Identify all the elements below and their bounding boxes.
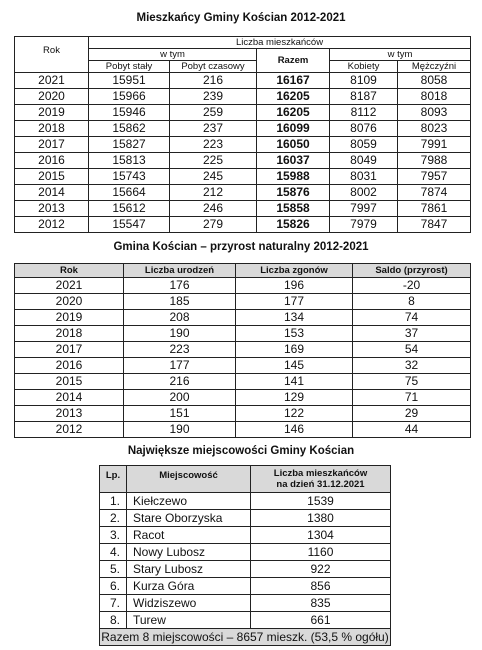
cell-deaths: 129: [236, 390, 353, 406]
cell-balance: 54: [353, 342, 471, 358]
cell-mezczyzni: 7874: [398, 185, 471, 201]
cell-razem: 16037: [257, 153, 330, 169]
cell-population: 922: [251, 561, 391, 578]
cell-population: 661: [251, 612, 391, 629]
cell-year: 2016: [15, 358, 124, 374]
header-saldo: Saldo (przyrost): [353, 264, 471, 278]
cell-kobiety: 8059: [330, 137, 398, 153]
cell-balance: 37: [353, 326, 471, 342]
header-pobyt-czasowy: Pobyt czasowy: [170, 61, 257, 73]
cell-year: 2018: [15, 326, 124, 342]
cell-balance: 74: [353, 310, 471, 326]
cell-pobyt-staly: 15813: [89, 153, 170, 169]
cell-births: 190: [124, 326, 236, 342]
table-row: [100, 595, 391, 612]
cell-pobyt-czasowy: 225: [170, 153, 257, 169]
cell-pobyt-staly: 15966: [89, 89, 170, 105]
cell-balance: 75: [353, 374, 471, 390]
cell-village: Stare Oborzyska: [127, 510, 251, 527]
table-row: [100, 544, 391, 561]
cell-razem: 16205: [257, 105, 330, 121]
table-row: [100, 561, 391, 578]
cell-pobyt-staly: 15862: [89, 121, 170, 137]
cell-year: 2019: [15, 105, 89, 121]
cell-pobyt-czasowy: 212: [170, 185, 257, 201]
cell-pobyt-czasowy: 223: [170, 137, 257, 153]
table-row: [15, 185, 471, 201]
header-liczba-line1: Liczba mieszkańców: [273, 468, 368, 479]
cell-deaths: 177: [236, 294, 353, 310]
cell-kobiety: 8049: [330, 153, 398, 169]
cell-mezczyzni: 7847: [398, 217, 471, 233]
header-razem: Razem: [257, 49, 330, 73]
cell-year: 2016: [15, 153, 89, 169]
cell-mezczyzni: 8023: [398, 121, 471, 137]
cell-year: 2017: [15, 342, 124, 358]
cell-balance: 29: [353, 406, 471, 422]
cell-razem: 15858: [257, 201, 330, 217]
cell-lp: 6.: [100, 578, 127, 595]
summary-cell: Razem 8 miejscowości – 8657 mieszk. (53,5 % ogółu): [101, 630, 389, 644]
cell-kobiety: 8109: [330, 73, 398, 89]
cell-kobiety: 7979: [330, 217, 398, 233]
cell-pobyt-staly: 15612: [89, 201, 170, 217]
table-row: [15, 73, 471, 89]
table-row: [15, 358, 471, 374]
cell-deaths: 169: [236, 342, 353, 358]
table-row: [15, 137, 471, 153]
cell-mezczyzni: 7957: [398, 169, 471, 185]
cell-population: 835: [251, 595, 391, 612]
cell-pobyt-staly: 15743: [89, 169, 170, 185]
cell-village: Kurza Góra: [127, 578, 251, 595]
cell-deaths: 146: [236, 422, 353, 438]
table-row: [15, 406, 471, 422]
header-w-tym: w tym: [89, 49, 257, 61]
cell-deaths: 122: [236, 406, 353, 422]
cell-year: 2020: [15, 89, 89, 105]
cell-births: 185: [124, 294, 236, 310]
table-row: [15, 374, 471, 390]
table-row: [15, 217, 471, 233]
cell-year: 2014: [15, 390, 124, 406]
cell-kobiety: 8002: [330, 185, 398, 201]
cell-population: 1380: [251, 510, 391, 527]
cell-year: 2021: [15, 73, 89, 89]
cell-deaths: 153: [236, 326, 353, 342]
cell-year: 2012: [15, 422, 124, 438]
table-row: [100, 612, 391, 629]
cell-kobiety: 8112: [330, 105, 398, 121]
table-row: [15, 326, 471, 342]
cell-mezczyzni: 8058: [398, 73, 471, 89]
residents-table: [14, 36, 471, 233]
cell-pobyt-staly: 15547: [89, 217, 170, 233]
cell-year: 2013: [15, 406, 124, 422]
table-row: [100, 527, 391, 544]
cell-year: 2020: [15, 294, 124, 310]
cell-razem: 16167: [257, 73, 330, 89]
cell-year: 2015: [15, 169, 89, 185]
table-row: [15, 169, 471, 185]
cell-razem: 15826: [257, 217, 330, 233]
cell-kobiety: 7997: [330, 201, 398, 217]
header-rok: Rok: [15, 264, 124, 278]
cell-year: 2013: [15, 201, 89, 217]
cell-lp: 2.: [100, 510, 127, 527]
cell-lp: 7.: [100, 595, 127, 612]
header-liczba-urodzen: Liczba urodzeń: [124, 264, 236, 278]
cell-population: 856: [251, 578, 391, 595]
cell-mezczyzni: 7991: [398, 137, 471, 153]
header-liczba-line2: na dzień 31.12.2021: [276, 479, 365, 490]
cell-balance: 8: [353, 294, 471, 310]
cell-year: 2014: [15, 185, 89, 201]
header-pobyt-staly: Pobyt stały: [89, 61, 170, 73]
header-kobiety: Kobiety: [330, 61, 398, 73]
cell-births: 200: [124, 390, 236, 406]
table2-title: Gmina Kościan – przyrost naturalny 2012-2021: [113, 241, 369, 253]
table-row: [15, 342, 471, 358]
cell-mezczyzni: 8093: [398, 105, 471, 121]
cell-balance: -20: [353, 278, 471, 294]
cell-pobyt-staly: 15951: [89, 73, 170, 89]
cell-pobyt-czasowy: 216: [170, 73, 257, 89]
cell-village: Kiełczewo: [127, 493, 251, 510]
table-row: [15, 153, 471, 169]
cell-year: 2015: [15, 374, 124, 390]
cell-village: Stary Lubosz: [127, 561, 251, 578]
table-row: [15, 278, 471, 294]
cell-year: 2019: [15, 310, 124, 326]
cell-lp: 3.: [100, 527, 127, 544]
cell-village: Turew: [127, 612, 251, 629]
cell-village: Racot: [127, 527, 251, 544]
cell-lp: 8.: [100, 612, 127, 629]
cell-razem: 16099: [257, 121, 330, 137]
header-miejscowosc: Miejscowość: [127, 466, 251, 493]
cell-balance: 71: [353, 390, 471, 406]
cell-pobyt-czasowy: 246: [170, 201, 257, 217]
cell-lp: 1.: [100, 493, 127, 510]
summary-row: [100, 629, 391, 646]
cell-village: Nowy Lubosz: [127, 544, 251, 561]
cell-population: 1539: [251, 493, 391, 510]
header-liczba-mieszkancow: Liczba mieszkańców: [89, 37, 471, 49]
cell-razem: 15988: [257, 169, 330, 185]
table1-title: Mieszkańcy Gminy Kościan 2012-2021: [136, 12, 346, 24]
cell-year: 2021: [15, 278, 124, 294]
cell-population: 1304: [251, 527, 391, 544]
cell-births: 216: [124, 374, 236, 390]
cell-razem: 16205: [257, 89, 330, 105]
cell-kobiety: 8076: [330, 121, 398, 137]
cell-deaths: 145: [236, 358, 353, 374]
cell-births: 176: [124, 278, 236, 294]
table-row: [15, 121, 471, 137]
cell-village: Widziszewo: [127, 595, 251, 612]
cell-pobyt-staly: 15946: [89, 105, 170, 121]
table-row: [15, 390, 471, 406]
cell-deaths: 134: [236, 310, 353, 326]
cell-births: 223: [124, 342, 236, 358]
cell-pobyt-czasowy: 237: [170, 121, 257, 137]
table-row: [15, 422, 471, 438]
table-row: [15, 310, 471, 326]
cell-lp: 4.: [100, 544, 127, 561]
cell-births: 190: [124, 422, 236, 438]
cell-kobiety: 8187: [330, 89, 398, 105]
cell-kobiety: 8031: [330, 169, 398, 185]
cell-pobyt-czasowy: 245: [170, 169, 257, 185]
cell-lp: 5.: [100, 561, 127, 578]
table-row: [100, 578, 391, 595]
table-row: [15, 89, 471, 105]
cell-mezczyzni: 8018: [398, 89, 471, 105]
cell-razem: 16050: [257, 137, 330, 153]
cell-balance: 44: [353, 422, 471, 438]
cell-pobyt-czasowy: 279: [170, 217, 257, 233]
cell-mezczyzni: 7988: [398, 153, 471, 169]
cell-year: 2018: [15, 121, 89, 137]
natural-growth-table: [14, 263, 471, 438]
largest-villages-table: [99, 465, 391, 646]
header-mezczyzni: Mężczyźni: [398, 61, 471, 73]
header-liczba-zgonow: Liczba zgonów: [236, 264, 353, 278]
table-row: [100, 510, 391, 527]
cell-year: 2012: [15, 217, 89, 233]
header-w-tym-2: w tym: [330, 49, 471, 61]
cell-pobyt-staly: 15664: [89, 185, 170, 201]
table-row: [15, 201, 471, 217]
cell-births: 177: [124, 358, 236, 374]
header-lp: Lp.: [100, 466, 127, 493]
table-row: [15, 294, 471, 310]
cell-razem: 15876: [257, 185, 330, 201]
header-liczba-mieszkancow: [251, 466, 391, 493]
cell-pobyt-czasowy: 239: [170, 89, 257, 105]
header-rok: Rok: [15, 37, 89, 73]
cell-balance: 32: [353, 358, 471, 374]
cell-mezczyzni: 7861: [398, 201, 471, 217]
cell-year: 2017: [15, 137, 89, 153]
cell-pobyt-czasowy: 259: [170, 105, 257, 121]
table-row: [100, 493, 391, 510]
table3-title: Największe miejscowości Gminy Kościan: [127, 445, 355, 457]
cell-births: 151: [124, 406, 236, 422]
cell-population: 1160: [251, 544, 391, 561]
cell-births: 208: [124, 310, 236, 326]
cell-deaths: 196: [236, 278, 353, 294]
table-row: [15, 105, 471, 121]
cell-pobyt-staly: 15827: [89, 137, 170, 153]
cell-deaths: 141: [236, 374, 353, 390]
